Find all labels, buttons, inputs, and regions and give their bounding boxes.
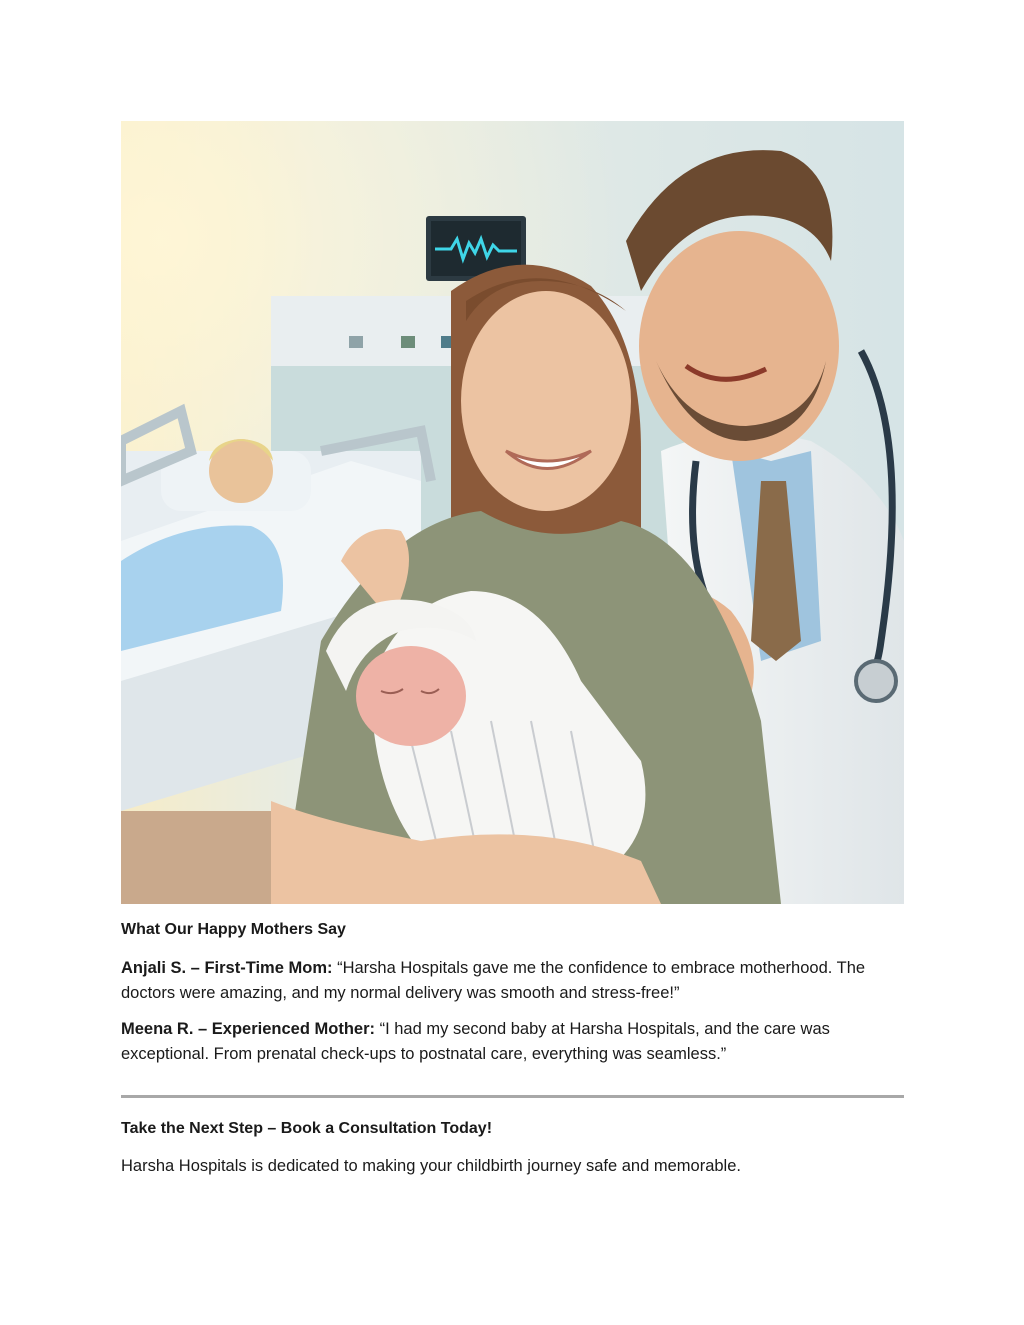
- testimonial-author: Anjali S. – First-Time Mom:: [121, 959, 333, 977]
- testimonial-anjali: [121, 956, 911, 1006]
- testimonials-heading: What Our Happy Mothers Say: [121, 921, 346, 938]
- testimonial-quote: “I had my second baby at Harsha Hospitals, and the care was exceptional. From prenatal check-ups to postnatal care, everything was seamless.”: [121, 1020, 830, 1063]
- cta-text: Harsha Hospitals is dedicated to making your childbirth journey safe and memorable.: [121, 1157, 741, 1175]
- photo-illustration: [121, 121, 904, 904]
- hospital-maternity-photo: [121, 121, 904, 904]
- section-divider: [121, 1095, 904, 1098]
- cta-heading: Take the Next Step – Book a Consultation Today!: [121, 1120, 493, 1137]
- testimonial-quote: “Harsha Hospitals gave me the confidence to embrace motherhood. The doctors were amazing, and my normal delivery was smooth and stress-free!”: [121, 959, 866, 1002]
- testimonial-author: Meena R. – Experienced Mother:: [121, 1020, 375, 1038]
- testimonial-meena: [121, 1017, 911, 1067]
